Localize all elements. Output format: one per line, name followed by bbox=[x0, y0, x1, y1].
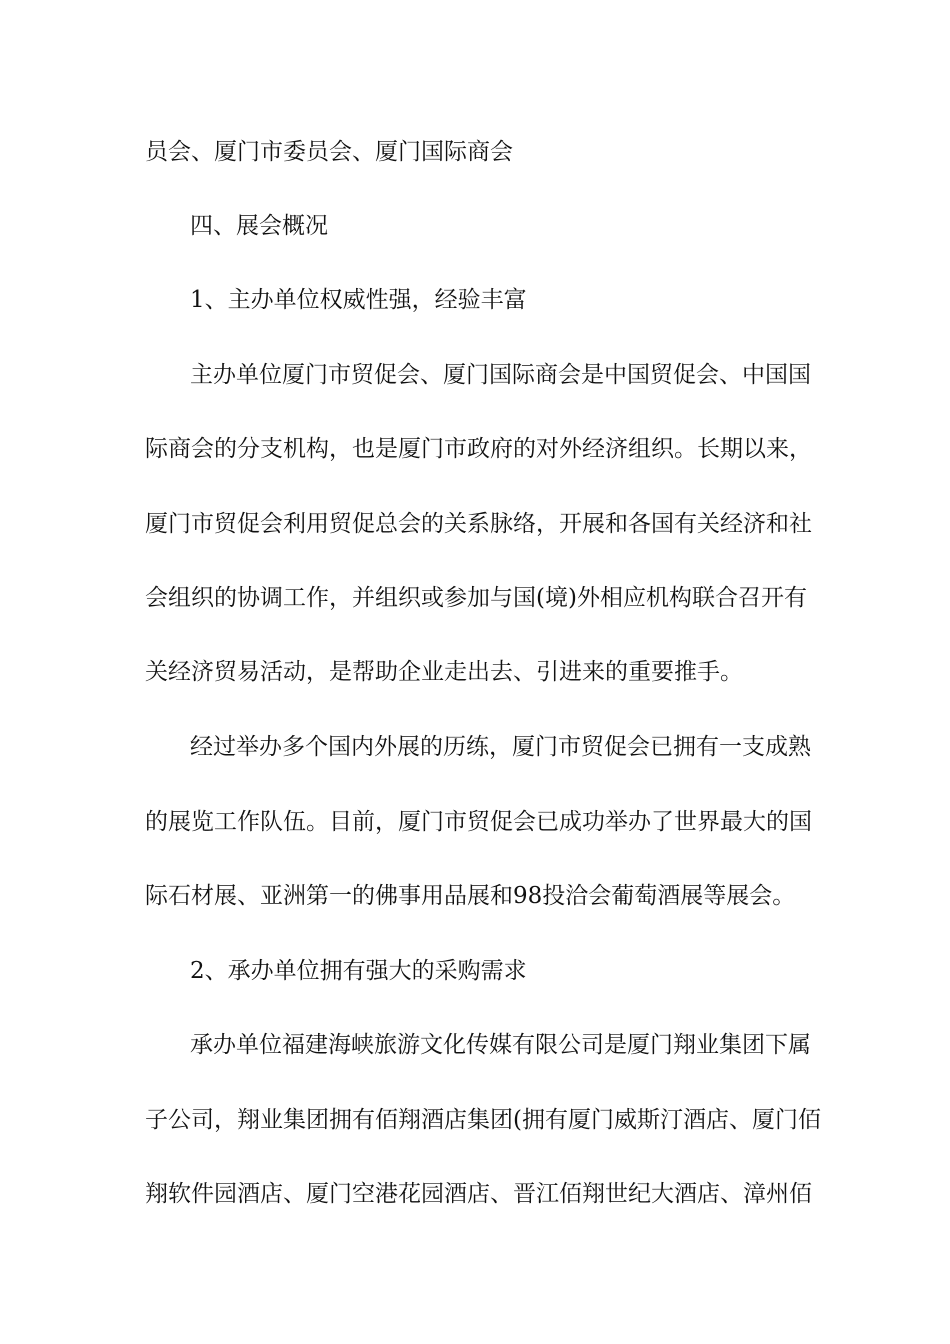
paragraph-1-line-1: 主办单位厦门市贸促会、厦门国际商会是中国贸促会、中国国 bbox=[190, 362, 811, 388]
paragraph-1-line-2: 际商会的分支机构，也是厦门市政府的对外经济组织。长期以来， bbox=[145, 436, 812, 462]
paragraph-1-line-5: 关经济贸易活动，是帮助企业走出去、引进来的重要推手。 bbox=[145, 659, 743, 685]
subsection-heading-2: 2、承办单位拥有强大的采购需求 bbox=[190, 958, 527, 984]
paragraph-3-line-3: 翔软件园酒店、厦门空港花园酒店、晋江佰翔世纪大酒店、漳州佰 bbox=[145, 1181, 812, 1207]
section-heading: 四、展会概况 bbox=[190, 213, 328, 239]
paragraph-1-line-3: 厦门市贸促会利用贸促总会的关系脉络，开展和各国有关经济和社 bbox=[145, 511, 812, 537]
paragraph-3-line-2: 子公司，翔业集团拥有佰翔酒店集团(拥有厦门威斯汀酒店、厦门佰 bbox=[145, 1107, 821, 1133]
text-line-1: 员会、厦门市委员会、厦门国际商会 bbox=[145, 139, 513, 165]
paragraph-2-line-3: 际石材展、亚洲第一的佛事用品展和98投洽会葡萄酒展等展会。 bbox=[145, 883, 796, 909]
paragraph-2-line-2: 的展览工作队伍。目前，厦门市贸促会已成功举办了世界最大的国 bbox=[145, 809, 812, 835]
paragraph-1-line-4: 会组织的协调工作，并组织或参加与国(境)外相应机构联合召开有 bbox=[145, 585, 807, 611]
subsection-heading-1: 1、主办单位权威性强，经验丰富 bbox=[190, 287, 527, 313]
paragraph-3-line-1: 承办单位福建海峡旅游文化传媒有限公司是厦门翔业集团下属 bbox=[190, 1032, 811, 1058]
paragraph-2-line-1: 经过举办多个国内外展的历练，厦门市贸促会已拥有一支成熟 bbox=[190, 734, 811, 760]
